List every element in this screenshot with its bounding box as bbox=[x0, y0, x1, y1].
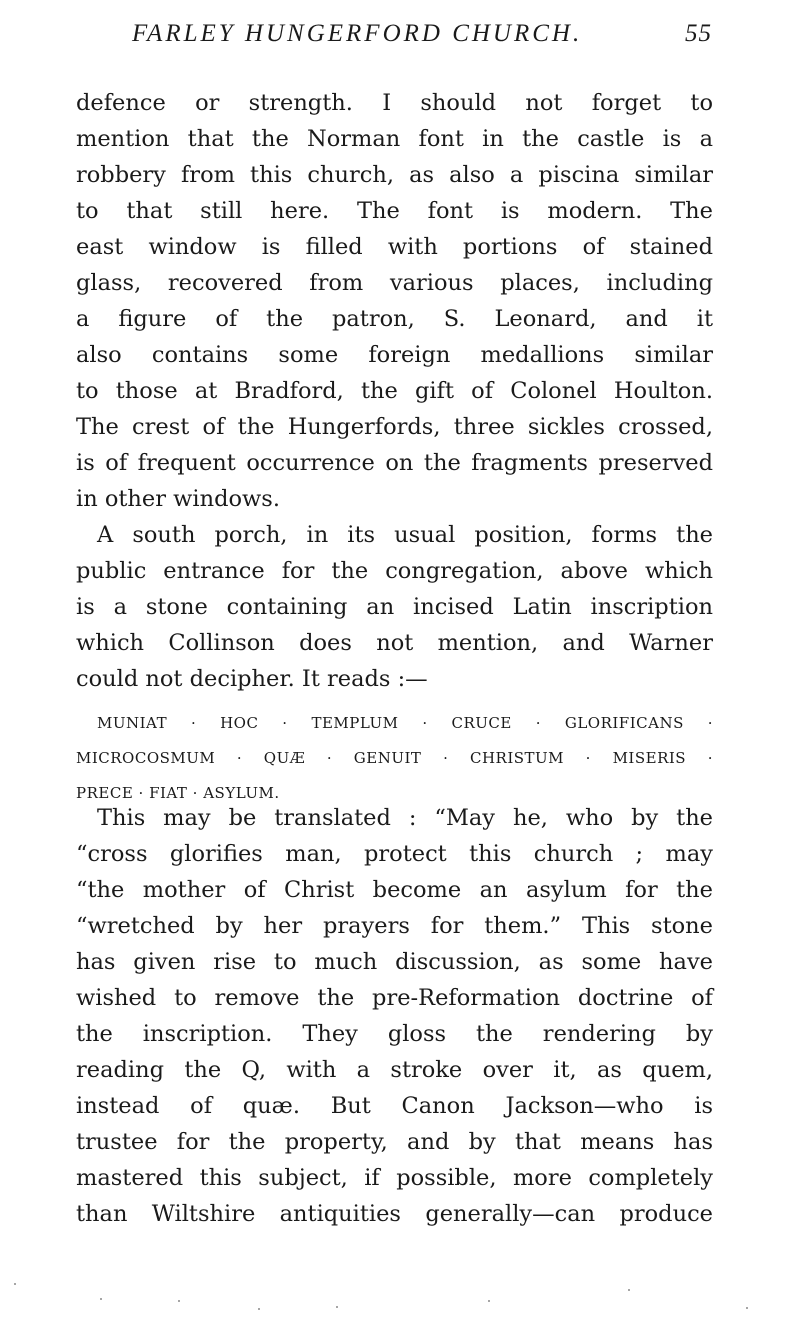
text-line: a figure of the patron, S. Leonard, and it bbox=[76, 306, 713, 332]
text-line: glass, recovered from various places, including bbox=[76, 270, 713, 296]
text-line: mention that the Norman font in the castle is a bbox=[76, 126, 713, 152]
latin-inscription bbox=[76, 706, 713, 811]
scan-speck bbox=[178, 1300, 180, 1302]
text-line: trustee for the property, and by that means has bbox=[76, 1129, 713, 1155]
text-line: “the mother of Christ become an asylum for the bbox=[76, 877, 713, 903]
inscription-line: MICROCOSMUM · QUÆ · GENUIT · CHRISTUM · MISERIS · bbox=[76, 749, 713, 767]
page-number: 55 bbox=[685, 20, 712, 47]
text-line: is a stone containing an incised Latin inscription bbox=[76, 594, 713, 620]
text-line: east window is filled with portions of stained bbox=[76, 234, 713, 260]
text-line: defence or strength. I should not forget to bbox=[76, 90, 713, 116]
inscription-line: MUNIAT · HOC · TEMPLUM · CRUCE · GLORIFICANS · bbox=[97, 714, 713, 732]
text-line: wished to remove the pre-Reformation doctrine of bbox=[76, 985, 713, 1011]
inscription-line: PRECE · FIAT · ASYLUM. bbox=[76, 784, 280, 802]
text-line: instead of quæ. But Canon Jackson—who is bbox=[76, 1093, 713, 1119]
body-text-continued bbox=[76, 800, 713, 1232]
paragraph-1 bbox=[76, 85, 713, 517]
text-line: A south porch, in its usual position, forms the bbox=[97, 522, 713, 548]
text-line: to those at Bradford, the gift of Colonel Houlton. bbox=[76, 378, 713, 404]
scan-speck bbox=[488, 1300, 490, 1302]
text-line: mastered this subject, if possible, more completely bbox=[76, 1165, 713, 1191]
scan-speck bbox=[746, 1307, 748, 1309]
text-line: This may be translated : “May he, who by the bbox=[97, 805, 713, 831]
text-line: is of frequent occurrence on the fragments preserved bbox=[76, 450, 713, 476]
text-line: to that still here. The font is modern. The bbox=[76, 198, 713, 224]
running-head bbox=[132, 20, 712, 60]
scan-speck bbox=[258, 1308, 260, 1310]
running-title: FARLEY HUNGERFORD CHURCH. bbox=[132, 20, 583, 47]
text-line: “cross glorifies man, protect this church ; may bbox=[76, 841, 713, 867]
paragraph-3 bbox=[76, 800, 713, 1232]
text-line: reading the Q, with a stroke over it, as quem, bbox=[76, 1057, 713, 1083]
text-line: the inscription. They gloss the rendering by bbox=[76, 1021, 713, 1047]
paragraph-2 bbox=[76, 517, 713, 697]
text-line: than Wiltshire antiquities generally—can produce bbox=[76, 1201, 713, 1227]
text-line: could not decipher. It reads :— bbox=[76, 666, 428, 692]
text-line: also contains some foreign medallions similar bbox=[76, 342, 713, 368]
body-text bbox=[76, 85, 713, 697]
text-line: The crest of the Hungerfords, three sickles crossed, bbox=[76, 414, 713, 440]
text-line: has given rise to much discussion, as some have bbox=[76, 949, 713, 975]
text-line: in other windows. bbox=[76, 486, 280, 512]
text-line: which Collinson does not mention, and Warner bbox=[76, 630, 713, 656]
text-line: public entrance for the congregation, above which bbox=[76, 558, 713, 584]
scan-speck bbox=[100, 1298, 102, 1300]
text-line: “wretched by her prayers for them.” This stone bbox=[76, 913, 713, 939]
scan-speck bbox=[336, 1306, 338, 1308]
text-line: robbery from this church, as also a piscina similar bbox=[76, 162, 713, 188]
scan-speck bbox=[628, 1289, 630, 1291]
scan-speck bbox=[14, 1283, 16, 1285]
